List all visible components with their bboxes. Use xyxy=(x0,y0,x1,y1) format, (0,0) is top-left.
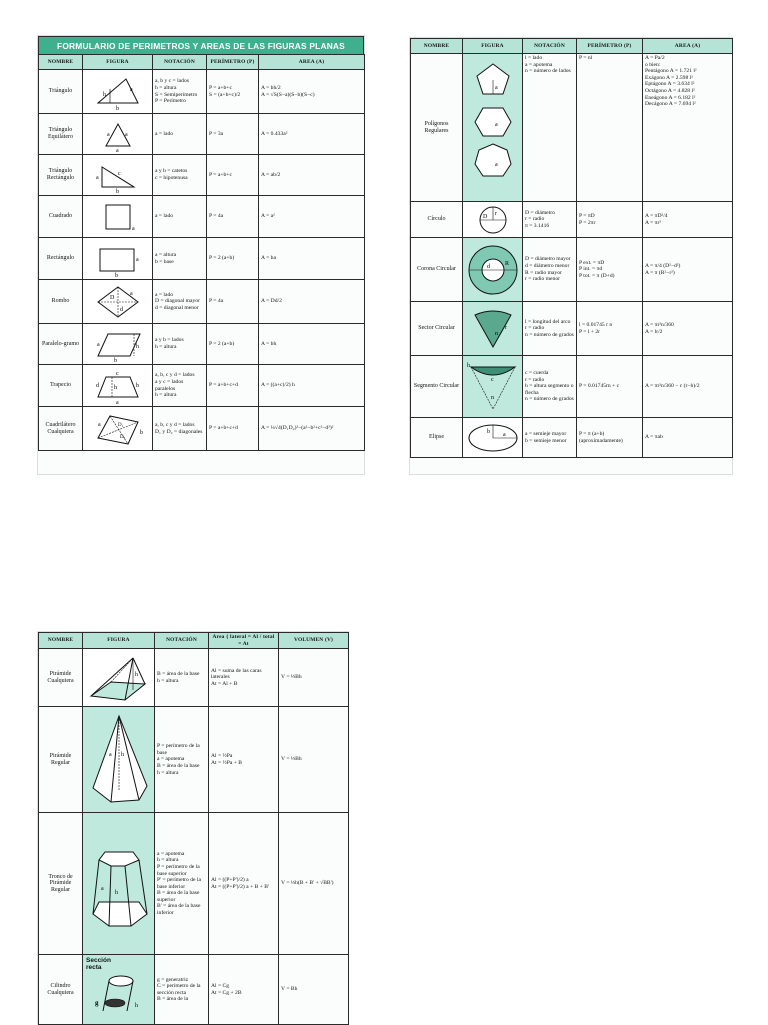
table-row xyxy=(39,280,365,324)
svg-text:a: a xyxy=(115,399,119,405)
volume-cell: V = ⅓Bh xyxy=(279,649,349,707)
notation-cell: a y b = lados h = altura xyxy=(153,324,207,365)
notation-cell: l = lado a = apotema n = número de lados xyxy=(523,54,577,202)
formula-table-3 xyxy=(38,632,349,1025)
header-perimetro: PERÍMETRO (P) xyxy=(577,39,643,54)
sheet-perimeters-areas-1 xyxy=(38,36,364,474)
svg-text:R: R xyxy=(504,260,509,267)
volume-cell: V = ⅓Bh xyxy=(279,707,349,813)
shape-name: Rombo xyxy=(39,280,83,324)
header-area: AREA (A) xyxy=(643,39,733,54)
perimeter-cell: P ext. = πD P int. = πd P tot. = π (D+d) xyxy=(577,238,643,302)
svg-text:n: n xyxy=(490,394,494,401)
table-row xyxy=(39,324,365,365)
svg-text:a: a xyxy=(95,175,99,181)
svg-text:c: c xyxy=(117,171,121,177)
perimeter-cell: P = a+b+c+d xyxy=(207,365,259,407)
shape-name: Polígonos Regulares xyxy=(411,54,463,202)
volume-cell: V = ⅓h(B + B' + √BB') xyxy=(279,813,349,955)
perimeter-cell: P = 0.01745rn + c xyxy=(577,356,643,418)
shape-name: Sector Circular xyxy=(411,302,463,356)
svg-text:c: c xyxy=(115,370,119,377)
header-volumen: VOLUMEN (V) xyxy=(279,633,349,649)
svg-text:g: g xyxy=(94,999,98,1008)
area-cell: A = ba xyxy=(259,238,365,280)
svg-text:D: D xyxy=(482,213,487,220)
area-cell: Al = suma de las caras laterales At = Al + B xyxy=(209,649,279,707)
area-cell: A = Pa/2 o bien: Pentágono A = 1.721 l² Exágono A = 2.598 l² Eptágono A = 3.634 l² Octágono A = 4.828 l² Eneágono A = 6.182 l² Decágono A = 7.694 l² xyxy=(643,54,733,202)
notation-cell: D = diámetro r = radio π = 3.1416 xyxy=(523,202,577,238)
svg-text:c: c xyxy=(490,376,494,383)
area-cell: A = π/4 (D²−d²) A = π (R²−r²) xyxy=(643,238,733,302)
header-nombre: NOMBRE xyxy=(39,55,83,70)
formula-table-2 xyxy=(410,38,733,458)
svg-text:r: r xyxy=(504,324,507,331)
area-cell: A = πr²n/360 − c (r−h)/2 xyxy=(643,356,733,418)
header-notacion: NOTACIÓN xyxy=(155,633,209,649)
shape-name: Triángulo xyxy=(39,70,83,114)
svg-text:h: h xyxy=(120,751,124,758)
area-cell: A = πab xyxy=(643,418,733,458)
svg-text:h: h xyxy=(135,344,139,350)
svg-text:a: a xyxy=(124,132,128,138)
perimeter-cell: P = nl xyxy=(577,54,643,202)
perimeter-cell: P = a+b+c S = (a+b+c)/2 xyxy=(207,70,259,114)
svg-text:b: b xyxy=(135,382,139,389)
circle-figure xyxy=(463,202,523,238)
perimeter-cell: P = 2 (a+b) xyxy=(207,238,259,280)
area-cell: A = ((a+c)/2) h xyxy=(259,365,365,407)
sheet-perimeters-areas-2 xyxy=(410,38,732,474)
svg-text:b: b xyxy=(486,428,490,435)
table-row xyxy=(39,238,365,280)
shape-name: Segmento Circular xyxy=(411,356,463,418)
notation-cell: a = altura b = base xyxy=(153,238,207,280)
notation-cell: a = lado xyxy=(153,114,207,155)
shape-name: Cuadrilátero Cualquiera xyxy=(39,407,83,451)
right-triangle-figure xyxy=(83,155,153,196)
notation-cell: a, b, c y d = lados a y c = lados paralelos h = altura xyxy=(153,365,207,407)
shape-name: Triángulo Rectángulo xyxy=(39,155,83,196)
svg-text:h: h xyxy=(102,91,106,98)
svg-text:b: b xyxy=(113,358,117,362)
shape-name: Pirámide Cualquiera xyxy=(39,649,83,707)
quadrilateral-figure xyxy=(83,407,153,451)
header-figura: FIGURA xyxy=(463,39,523,54)
svg-text:a: a xyxy=(106,132,110,138)
shape-name: Corona Circular xyxy=(411,238,463,302)
square-figure xyxy=(83,196,153,238)
notation-cell: a = semieje mayor b = semieje menor xyxy=(523,418,577,458)
table-header-row xyxy=(39,55,365,70)
shape-name: Pirámide Regular xyxy=(39,707,83,813)
shape-name: Cuadrado xyxy=(39,196,83,238)
equilateral-triangle-figure xyxy=(83,114,153,155)
notation-cell: g = generatriz C = perímetro de la sección recta B = área de la xyxy=(155,955,209,1025)
trapezoid-figure xyxy=(83,365,153,407)
svg-text:a: a xyxy=(131,225,135,232)
table-row xyxy=(411,202,733,238)
table-row xyxy=(411,356,733,418)
header-perimetro: PERÍMETRO (P) xyxy=(207,55,259,70)
svg-text:b: b xyxy=(115,105,119,111)
table-row xyxy=(39,114,365,155)
svg-text:h: h xyxy=(466,362,470,369)
header-nombre: NOMBRE xyxy=(411,39,463,54)
svg-text:a: a xyxy=(494,161,498,168)
table-row xyxy=(411,418,733,458)
area-cell: A = ab/2 xyxy=(259,155,365,196)
table-row xyxy=(39,407,365,451)
svg-text:a: a xyxy=(494,84,498,91)
shape-name: Elipse xyxy=(411,418,463,458)
circular-sector-figure xyxy=(463,302,523,356)
perimeter-cell: P = 4a xyxy=(207,196,259,238)
notation-cell: a, b y c = lados h = altura S = Semiperímetro P = Perímetro xyxy=(153,70,207,114)
parallelogram-figure xyxy=(83,324,153,365)
area-cell: Al = Cg At = Cg + 2B xyxy=(209,955,279,1025)
svg-text:a: a xyxy=(115,148,119,152)
svg-text:b: b xyxy=(115,189,119,193)
frustum-figure xyxy=(83,813,155,955)
area-cell: A = πr²n/360 A = lr/2 xyxy=(643,302,733,356)
header-area: Area { lateral = Al / total = At xyxy=(209,633,279,649)
svg-text:a: a xyxy=(100,885,104,892)
svg-text:a: a xyxy=(502,431,506,438)
svg-text:D₂: D₂ xyxy=(119,434,125,440)
shape-name: Trapecio xyxy=(39,365,83,407)
notation-cell: a = lado xyxy=(153,196,207,238)
table-row xyxy=(411,54,733,202)
svg-text:a: a xyxy=(494,121,498,128)
area-cell: A = Dd/2 xyxy=(259,280,365,324)
table-row xyxy=(39,70,365,114)
table-header-row xyxy=(39,633,349,649)
header-notacion: NOTACIÓN xyxy=(153,55,207,70)
perimeter-cell: l = 0.01745 r n P = l + 2r xyxy=(577,302,643,356)
area-cell: Al = ½Pa At = ½Pa + B xyxy=(209,707,279,813)
shape-name: Triángulo Equilátero xyxy=(39,114,83,155)
header-nombre: NOMBRE xyxy=(39,633,83,649)
regular-polygons-figure xyxy=(463,54,523,202)
area-cell: A = bh xyxy=(259,324,365,365)
table-header-row xyxy=(411,39,733,54)
sheet-title: FORMULARIO DE PERIMETROS Y AREAS DE LAS FIGURAS PLANAS xyxy=(38,36,364,54)
area-cell: A = bh/2 A = √S(S−a)(S−b)(S−c) xyxy=(259,70,365,114)
header-figura: FIGURA xyxy=(83,633,155,649)
perimeter-cell: P = 4a xyxy=(207,280,259,324)
perimeter-cell: P = 2 (a+b) xyxy=(207,324,259,365)
table-row xyxy=(39,365,365,407)
circular-segment-figure xyxy=(463,356,523,418)
notation-cell: B = área de la base h = altura xyxy=(155,649,209,707)
notation-cell: l = longitud del arco r = radio n = número de grados xyxy=(523,302,577,356)
svg-text:d: d xyxy=(486,263,490,270)
notation-cell: a = apotema h = altura P = perímetro de la base superior P' = perímetro de la base inferior B = área de la base superior B' = área de la base inferior xyxy=(155,813,209,955)
header-notacion: NOTACIÓN xyxy=(523,39,577,54)
notation-cell: a, b, c y d = lados D₁ y D₂ = diagonales xyxy=(153,407,207,451)
circular-crown-figure xyxy=(463,238,523,302)
shape-name: Paralelo-gramo xyxy=(39,324,83,365)
svg-text:a: a xyxy=(97,421,101,428)
shape-name: Círculo xyxy=(411,202,463,238)
area-cell: A = 0.433a² xyxy=(259,114,365,155)
svg-text:a: a xyxy=(96,342,100,348)
table-row xyxy=(39,196,365,238)
area-cell: A = a² xyxy=(259,196,365,238)
perimeter-cell: P = 3a xyxy=(207,114,259,155)
table-row xyxy=(411,238,733,302)
shape-name: Cilindro Cualquiera xyxy=(39,955,83,1025)
svg-text:d: d xyxy=(95,382,99,389)
svg-text:b: b xyxy=(114,272,118,277)
notation-cell: D = diámetro mayor d = diámetro menor R = radio mayor r = radio menor xyxy=(523,238,577,302)
shape-name: Rectángulo xyxy=(39,238,83,280)
svg-text:h: h xyxy=(114,889,118,896)
svg-text:D₁: D₁ xyxy=(117,422,123,428)
notation-cell: P = perímetro de la base a = apotema B = área de la base h = altura xyxy=(155,707,209,813)
perimeter-cell: P = πD P = 2πr xyxy=(577,202,643,238)
sheet-areas-volumes xyxy=(38,632,348,1024)
svg-text:r: r xyxy=(494,210,497,217)
header-figura: FIGURA xyxy=(83,55,153,70)
svg-text:D: D xyxy=(109,294,114,301)
volume-cell: V = Bh xyxy=(279,955,349,1025)
svg-text:h: h xyxy=(134,671,138,678)
rectangle-figure xyxy=(83,238,153,280)
svg-text:h: h xyxy=(113,384,117,391)
rhombus-figure xyxy=(83,280,153,324)
svg-text:a: a xyxy=(129,290,133,297)
table-row xyxy=(39,955,349,1025)
svg-text:b: b xyxy=(139,429,143,436)
table-row xyxy=(39,707,349,813)
svg-text:a: a xyxy=(108,751,112,758)
cross-section-label: Sección recta xyxy=(86,957,111,972)
table-row xyxy=(39,813,349,955)
formula-table-1 xyxy=(38,54,365,451)
cylinder-figure xyxy=(83,955,155,1025)
svg-text:h: h xyxy=(134,1003,138,1010)
svg-text:a: a xyxy=(129,86,133,93)
perimeter-cell: P = a+b+c+d xyxy=(207,407,259,451)
pyramid-figure xyxy=(83,649,155,707)
perimeter-cell: P = a+b+c xyxy=(207,155,259,196)
table-row xyxy=(39,155,365,196)
header-area: AREA (A) xyxy=(259,55,365,70)
area-cell: A = πD²/4 A = πr² xyxy=(643,202,733,238)
area-cell: A = ¼√4(D₁D₂)²−(a²−b²+c²−d²)² xyxy=(259,407,365,451)
svg-text:n: n xyxy=(494,330,498,337)
table-row xyxy=(39,649,349,707)
perimeter-cell: P = π (a+b) (aproximadamente) xyxy=(577,418,643,458)
shape-name: Tronco de Pirámide Regular xyxy=(39,813,83,955)
svg-text:a: a xyxy=(135,256,139,263)
svg-text:d: d xyxy=(119,306,123,313)
triangle-figure xyxy=(83,70,153,114)
notation-cell: c = cuerda r = radio h = altura segmento o flecha n = número de grados xyxy=(523,356,577,418)
regular-pyramid-figure xyxy=(83,707,155,813)
notation-cell: a = lado D = diagonal mayor d = diagonal menor xyxy=(153,280,207,324)
table-row xyxy=(411,302,733,356)
notation-cell: a y b = catetos c = hipotenusa xyxy=(153,155,207,196)
ellipse-figure xyxy=(463,418,523,458)
area-cell: Al = ((P+P')/2) a At = ((P+P')/2) a + B + B' xyxy=(209,813,279,955)
